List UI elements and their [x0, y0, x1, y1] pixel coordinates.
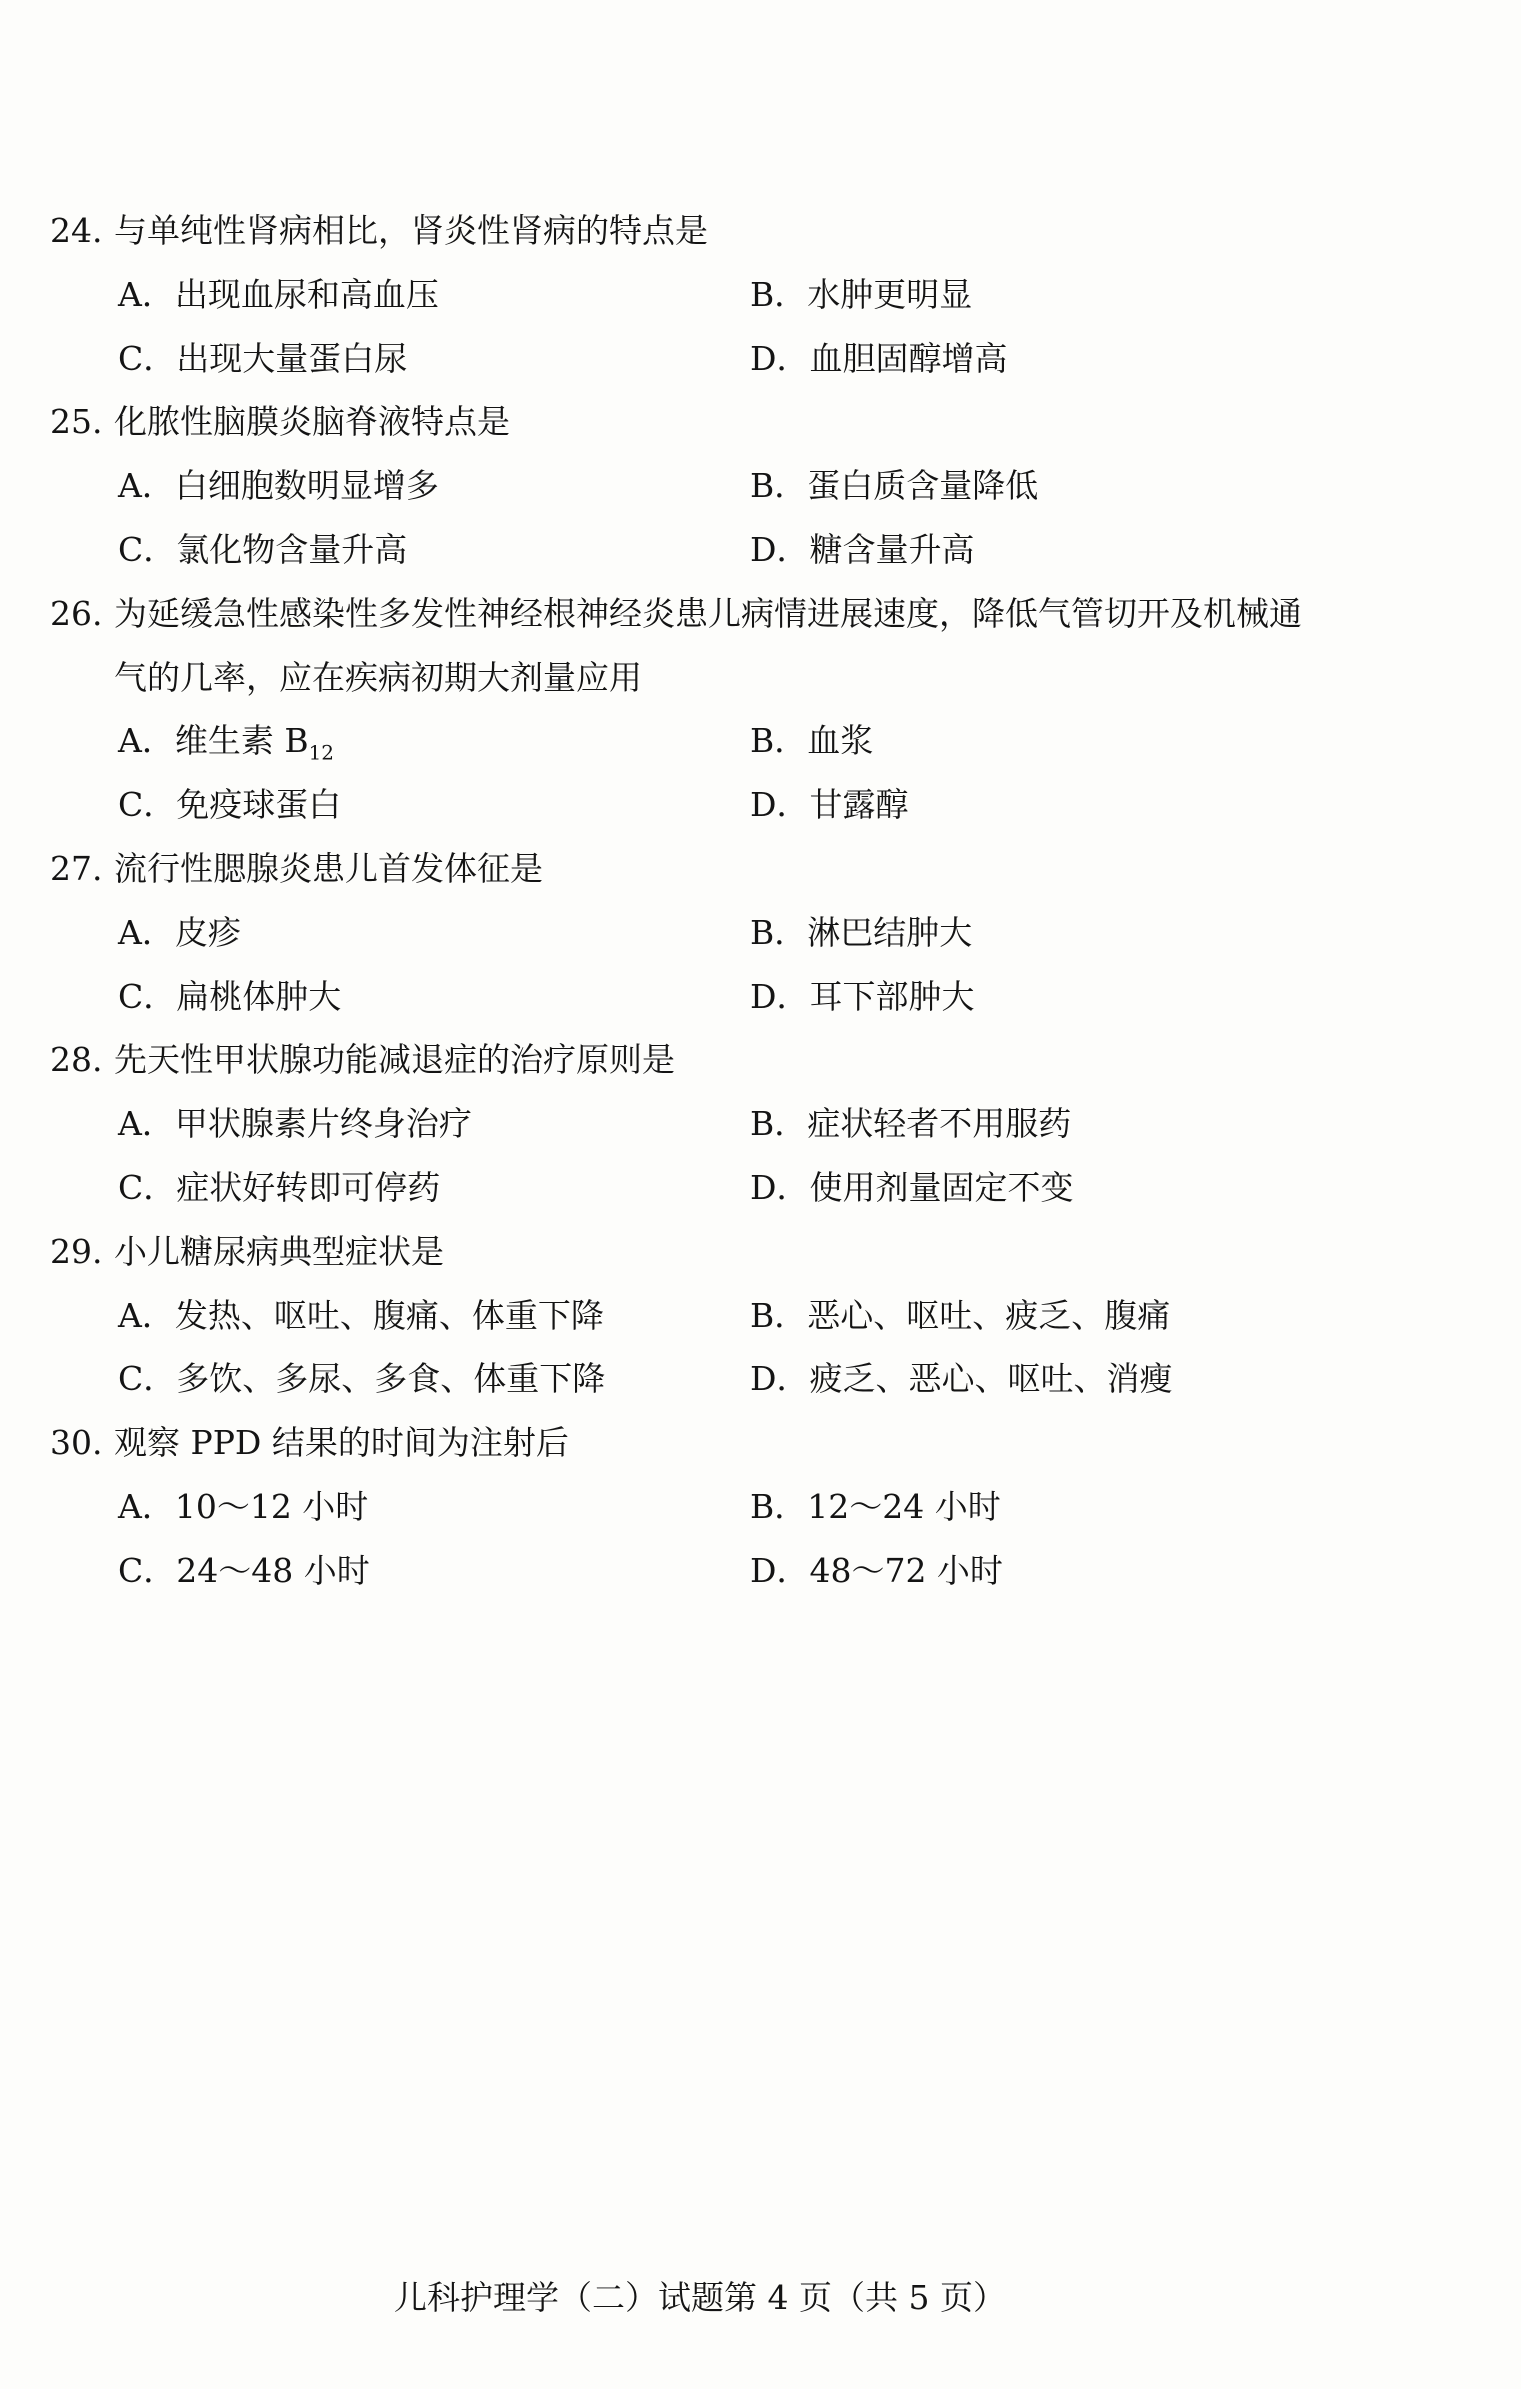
option: D．48～72 小时	[750, 1550, 1003, 1590]
option: C．免疫球蛋白	[118, 785, 342, 825]
question-text: 先天性甲状腺功能减退症的治疗原则是	[114, 1040, 675, 1080]
option: D．血胆固醇增高	[750, 338, 1008, 378]
question-text: 与单纯性肾病相比，肾炎性肾病的特点是	[114, 211, 708, 250]
option: B．症状轻者不用服药	[750, 1104, 1072, 1144]
question-text: 观察 PPD 结果的时间为注射后	[114, 1423, 569, 1463]
option: C．扁桃体肿大	[118, 976, 342, 1016]
question-number: 30.	[50, 1423, 103, 1463]
question-line	[0, 837, 1521, 901]
page-footer: 儿科护理学（二）试题第 4 页（共 5 页）	[394, 2278, 1006, 2317]
question-text: 小儿糖尿病典型症状是	[114, 1231, 444, 1271]
question-text: 气的几率，应在疾病初期大剂量应用	[114, 657, 642, 697]
option: C．多饮、多尿、多食、体重下降	[118, 1359, 606, 1399]
option: D．使用剂量固定不变	[750, 1167, 1074, 1207]
option: C．24～48 小时	[118, 1550, 370, 1590]
option-row	[0, 1156, 1521, 1220]
question-line	[0, 582, 1521, 646]
option-row	[0, 454, 1521, 518]
option: D．耳下部肿大	[750, 976, 975, 1016]
option: D．甘露醇	[750, 785, 909, 825]
option-row	[0, 1347, 1521, 1411]
question-line	[0, 646, 1521, 710]
option: B．淋巴结肿大	[750, 912, 973, 952]
question-number: 28.	[50, 1040, 103, 1080]
option-row	[0, 1092, 1521, 1156]
option: A．10～12 小时	[118, 1486, 369, 1526]
option-row	[0, 518, 1521, 582]
option-row	[0, 965, 1521, 1029]
exam-page	[0, 199, 1521, 1603]
option-row	[0, 773, 1521, 837]
question-text: 为延缓急性感染性多发性神经根神经炎患儿病情进展速度，降低气管切开及机械通	[114, 593, 1302, 633]
option-row	[0, 1539, 1521, 1603]
option-row	[0, 263, 1521, 327]
option: C．出现大量蛋白尿	[118, 338, 408, 378]
option: B．蛋白质含量降低	[750, 466, 1039, 506]
option: A．发热、呕吐、腹痛、体重下降	[118, 1295, 604, 1335]
option: C．氯化物含量升高	[118, 529, 408, 569]
option-row	[0, 327, 1521, 391]
option: A．出现血尿和高血压	[118, 274, 439, 314]
subscript: 12	[308, 740, 335, 765]
question-line	[0, 199, 1521, 263]
question-number: 25.	[50, 402, 103, 442]
option: D．疲乏、恶心、呕吐、消瘦	[750, 1359, 1173, 1399]
question-line	[0, 390, 1521, 454]
option-row	[0, 901, 1521, 965]
question-text: 流行性腮腺炎患儿首发体征是	[114, 848, 543, 888]
question-line	[0, 1411, 1521, 1475]
option-row	[0, 1475, 1521, 1539]
option: A．白细胞数明显增多	[118, 466, 439, 506]
question-number: 26.	[50, 593, 103, 633]
option-row	[0, 709, 1521, 773]
option: B．12～24 小时	[750, 1486, 1001, 1526]
question-line	[0, 1028, 1521, 1092]
option: A．维生素 B	[118, 721, 309, 761]
question-number: 27.	[50, 848, 103, 888]
option: A．甲状腺素片终身治疗	[118, 1104, 472, 1144]
option: B．血浆	[750, 721, 874, 761]
question-number: 24.	[50, 211, 103, 250]
question-text: 化脓性脑膜炎脑脊液特点是	[114, 402, 510, 442]
option: D．糖含量升高	[750, 529, 975, 569]
option-row	[0, 1284, 1521, 1348]
option: A．皮疹	[118, 912, 241, 952]
option: C．症状好转即可停药	[118, 1167, 441, 1207]
option: B．水肿更明显	[750, 274, 973, 314]
question-number: 29.	[50, 1231, 103, 1271]
option: B．恶心、呕吐、疲乏、腹痛	[750, 1295, 1171, 1335]
question-line	[0, 1220, 1521, 1284]
